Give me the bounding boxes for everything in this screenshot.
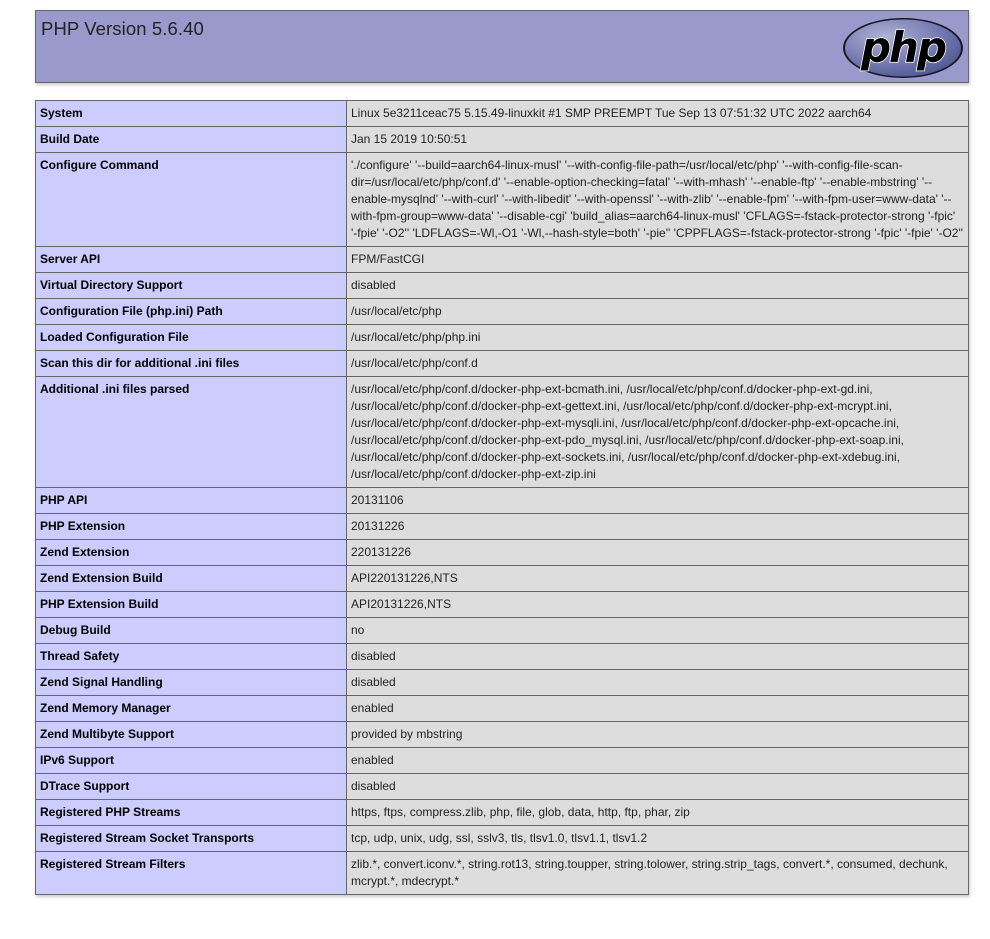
- row-label: Zend Multibyte Support: [36, 722, 347, 748]
- table-row: [36, 514, 969, 540]
- row-value: FPM/FastCGI: [347, 247, 969, 273]
- table-row: [36, 127, 969, 153]
- row-label: Build Date: [36, 127, 347, 153]
- row-label: Configure Command: [36, 153, 347, 247]
- row-label: Registered Stream Socket Transports: [36, 826, 347, 852]
- table-row: [36, 247, 969, 273]
- row-value: tcp, udp, unix, udg, ssl, sslv3, tls, tlsv1.0, tlsv1.1, tlsv1.2: [347, 826, 969, 852]
- row-label: Server API: [36, 247, 347, 273]
- row-label: Additional .ini files parsed: [36, 377, 347, 488]
- row-value: /usr/local/etc/php: [347, 299, 969, 325]
- table-row: [36, 670, 969, 696]
- row-value: 220131226: [347, 540, 969, 566]
- row-label: Zend Memory Manager: [36, 696, 347, 722]
- table-row: [36, 722, 969, 748]
- row-value: provided by mbstring: [347, 722, 969, 748]
- table-row: [36, 153, 969, 247]
- row-label: Virtual Directory Support: [36, 273, 347, 299]
- table-row: [36, 696, 969, 722]
- info-table-body: [36, 101, 969, 895]
- row-value: API220131226,NTS: [347, 566, 969, 592]
- row-value: API20131226,NTS: [347, 592, 969, 618]
- table-row: [36, 566, 969, 592]
- row-value: disabled: [347, 670, 969, 696]
- row-value: 20131106: [347, 488, 969, 514]
- row-value: https, ftps, compress.zlib, php, file, glob, data, http, ftp, phar, zip: [347, 800, 969, 826]
- table-row: [36, 351, 969, 377]
- row-label: Registered Stream Filters: [36, 852, 347, 895]
- table-row: [36, 618, 969, 644]
- row-label: Scan this dir for additional .ini files: [36, 351, 347, 377]
- row-value: disabled: [347, 644, 969, 670]
- row-label: Configuration File (php.ini) Path: [36, 299, 347, 325]
- php-logo[interactable]: [842, 17, 964, 79]
- row-label: PHP Extension: [36, 514, 347, 540]
- row-value: disabled: [347, 273, 969, 299]
- table-row: [36, 774, 969, 800]
- table-row: [36, 826, 969, 852]
- table-row: [36, 488, 969, 514]
- table-row: [36, 852, 969, 895]
- row-value: /usr/local/etc/php/php.ini: [347, 325, 969, 351]
- row-value: enabled: [347, 748, 969, 774]
- row-value: /usr/local/etc/php/conf.d/docker-php-ext-bcmath.ini, /usr/local/etc/php/conf.d/docker-php-ext-gd.ini, /usr/local/etc/php/conf.d/docker-php-ext-gettext.ini, /usr/local/etc/php/conf.d/docker-php-ext-mcrypt.ini, /usr/local/etc/php/conf.d/docker-php-ext-mysqli.ini, /usr/local/etc/php/conf.d/docker-php-ext-opcache.ini, /usr/local/etc/php/conf.d/docker-php-ext-pdo_mysql.ini, /usr/local/etc/php/conf.d/docker-php-ext-soap.ini, /usr/local/etc/php/conf.d/docker-php-ext-sockets.ini, /usr/local/etc/php/conf.d/docker-php-ext-xdebug.ini, /usr/local/etc/php/conf.d/docker-php-ext-zip.ini: [347, 377, 969, 488]
- row-value: zlib.*, convert.iconv.*, string.rot13, string.toupper, string.tolower, string.strip_tags, convert.*, consumed, dechunk, mcrypt.*, mdecrypt.*: [347, 852, 969, 895]
- row-value: './configure' '--build=aarch64-linux-musl' '--with-config-file-path=/usr/local/etc/php' '--with-config-file-scan-dir=/usr/local/etc/php/conf.d' '--enable-option-checking=fatal' '--with-mhash' '--enable-ftp' '--enable-mbstring' '--enable-mysqlnd' '--with-curl' '--with-libedit' '--with-openssl' '--with-zlib' '--enable-fpm' '--with-fpm-user=www-data' '--with-fpm-group=www-data' '--disable-cgi' 'build_alias=aarch64-linux-musl' 'CFLAGS=-fstack-protector-strong '-fpic' '-fpie' '-O2'' 'LDFLAGS=-Wl,-O1 '-Wl,--hash-style=both' '-pie'' 'CPPFLAGS=-fstack-protector-strong '-fpic' '-fpie' '-O2'': [347, 153, 969, 247]
- table-row: [36, 299, 969, 325]
- table-row: [36, 644, 969, 670]
- row-label: IPv6 Support: [36, 748, 347, 774]
- row-label: PHP Extension Build: [36, 592, 347, 618]
- row-label: Zend Signal Handling: [36, 670, 347, 696]
- row-label: Registered PHP Streams: [36, 800, 347, 826]
- row-label: Thread Safety: [36, 644, 347, 670]
- table-row: [36, 273, 969, 299]
- row-label: System: [36, 101, 347, 127]
- row-value: disabled: [347, 774, 969, 800]
- row-value: no: [347, 618, 969, 644]
- row-value: Linux 5e3211ceac75 5.15.49-linuxkit #1 SMP PREEMPT Tue Sep 13 07:51:32 UTC 2022 aarch64: [347, 101, 969, 127]
- row-label: PHP API: [36, 488, 347, 514]
- row-label: DTrace Support: [36, 774, 347, 800]
- table-row: [36, 540, 969, 566]
- row-value: enabled: [347, 696, 969, 722]
- php-logo-text: php: [860, 23, 946, 72]
- table-row: [36, 377, 969, 488]
- row-label: Zend Extension Build: [36, 566, 347, 592]
- row-value: Jan 15 2019 10:50:51: [347, 127, 969, 153]
- row-value: /usr/local/etc/php/conf.d: [347, 351, 969, 377]
- table-row: [36, 592, 969, 618]
- row-label: Zend Extension: [36, 540, 347, 566]
- page-title: PHP Version 5.6.40: [41, 18, 204, 39]
- table-row: [36, 800, 969, 826]
- info-table: [35, 100, 969, 895]
- row-label: Loaded Configuration File: [36, 325, 347, 351]
- table-row: [36, 748, 969, 774]
- row-label: Debug Build: [36, 618, 347, 644]
- phpinfo-header: [35, 10, 969, 83]
- row-value: 20131226: [347, 514, 969, 540]
- table-row: [36, 325, 969, 351]
- table-row: [36, 101, 969, 127]
